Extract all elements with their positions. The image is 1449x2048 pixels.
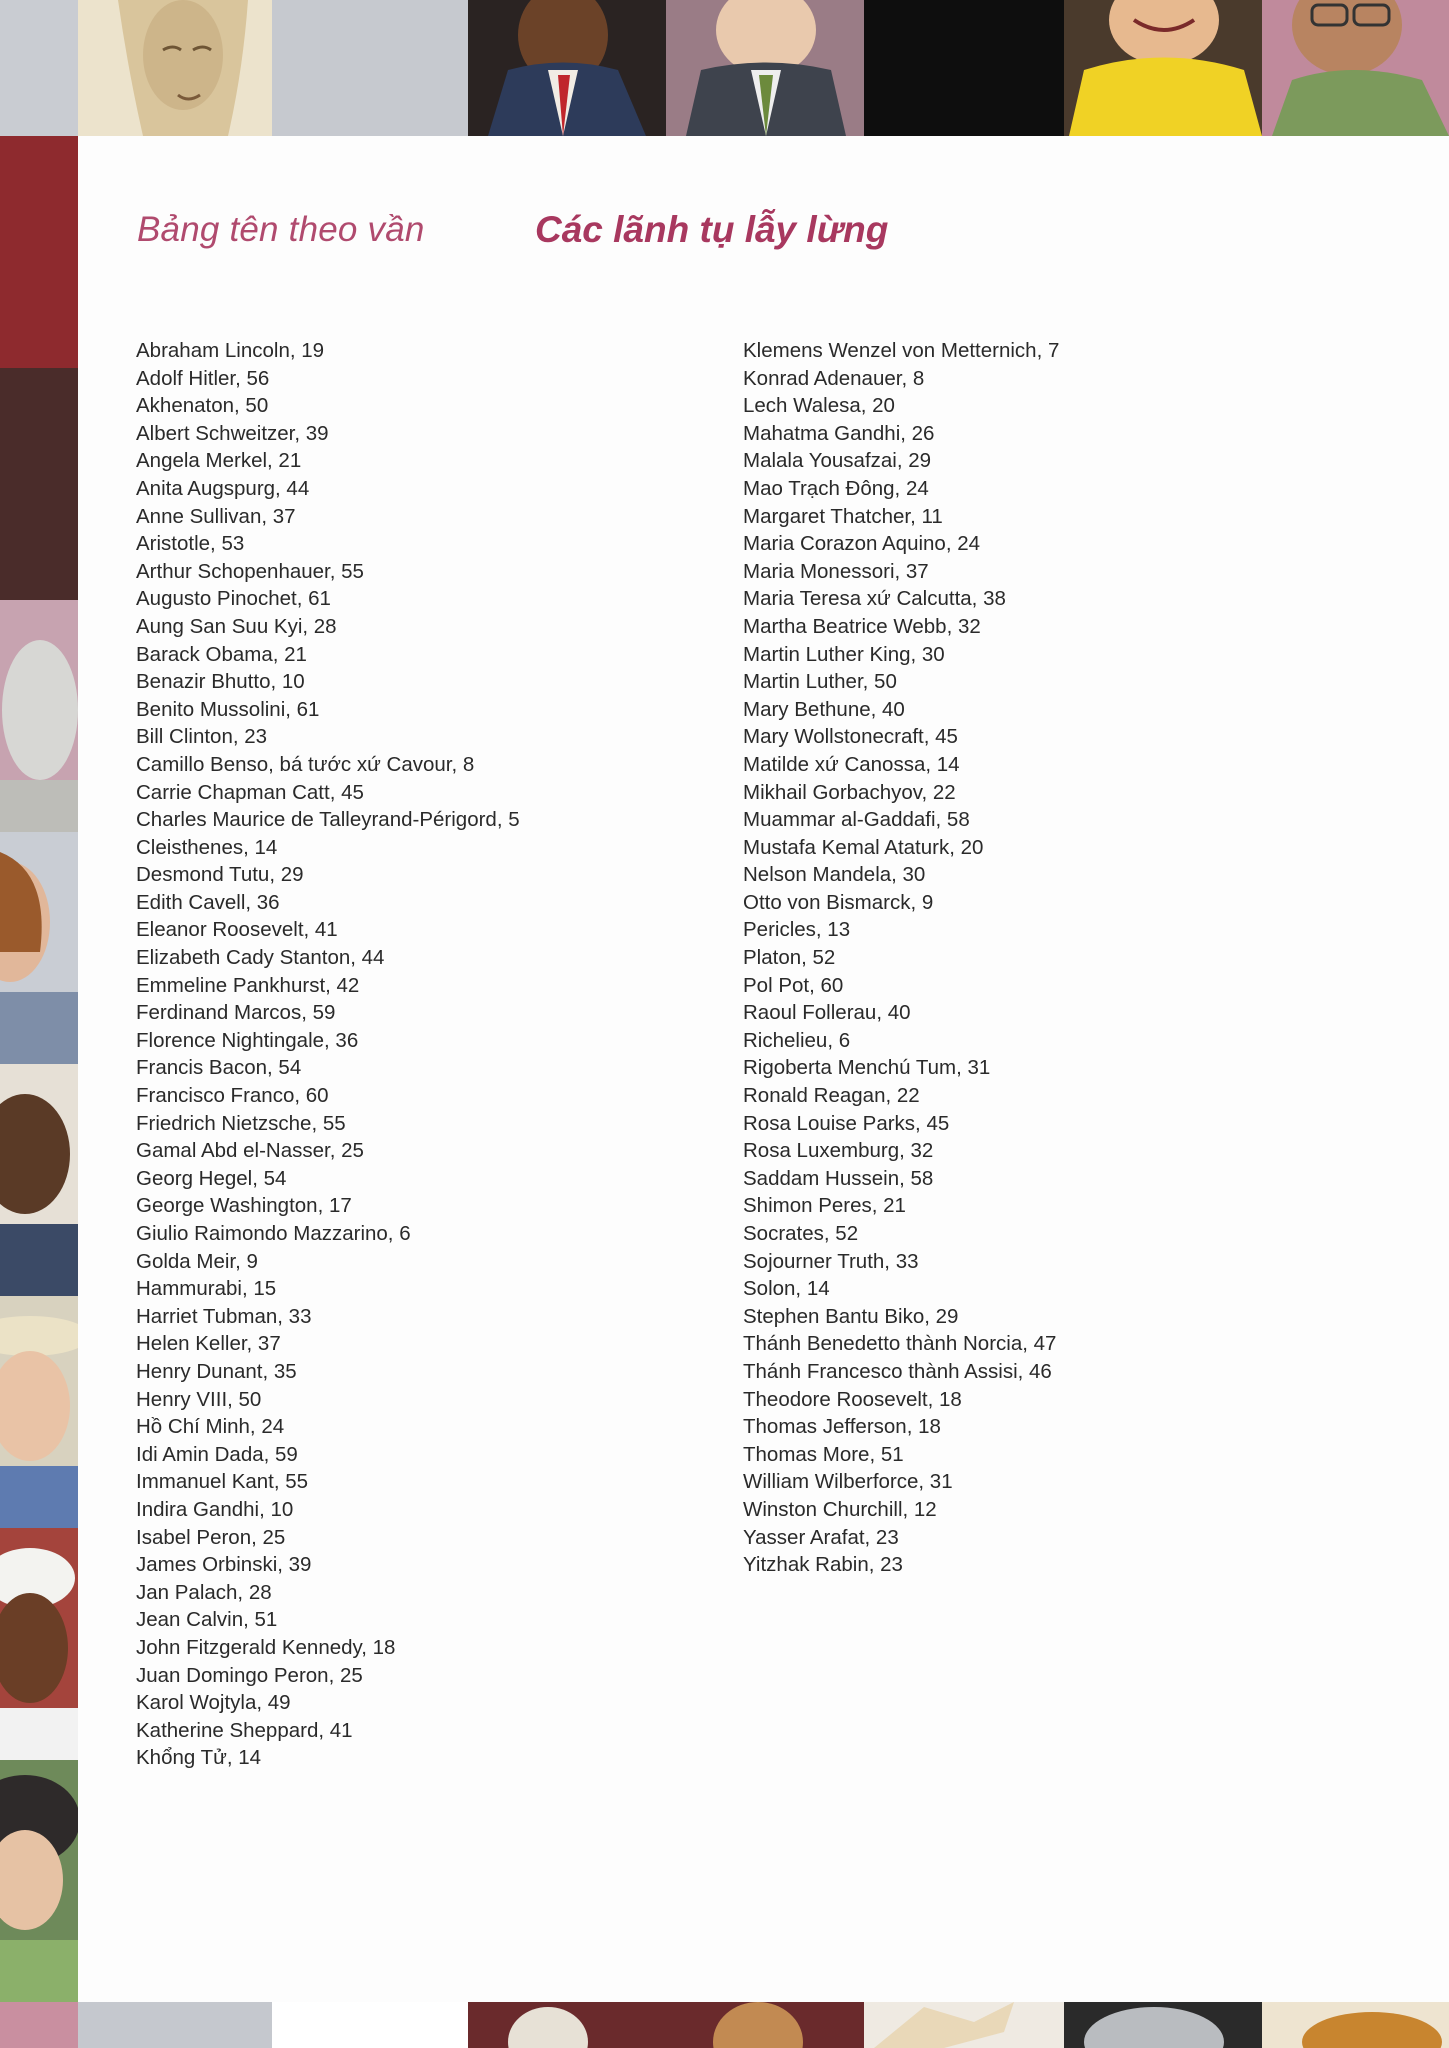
portrait-profile-woman (0, 832, 78, 1064)
portrait-tile (1064, 2002, 1262, 2048)
index-entry: Aung San Suu Kyi, 28 (136, 614, 337, 638)
index-entry: Anne Sullivan, 37 (136, 504, 296, 528)
index-entry: Abraham Lincoln, 19 (136, 339, 325, 362)
index-entry: Thánh Francesco thành Assisi, 46 (743, 1359, 1052, 1383)
index-entry: Eleanor Roosevelt, 41 (136, 918, 338, 942)
index-entry: Idi Amin Dada, 59 (136, 1442, 298, 1466)
index-entry: Muammar al-Gaddafi, 58 (743, 808, 970, 832)
index-entry: Maria Monessori, 37 (743, 559, 929, 583)
index-entry: John Fitzgerald Kennedy, 18 (136, 1635, 396, 1659)
index-entry: Richelieu, 6 (743, 1028, 851, 1052)
index-entry: Georg Hegel, 54 (136, 1166, 287, 1190)
portrait-parks (1262, 0, 1449, 136)
index-entry: Maria Corazon Aquino, 24 (743, 532, 981, 556)
index-entry: Barack Obama, 21 (136, 642, 307, 666)
index-entry: Pericles, 13 (743, 918, 851, 942)
index-entry: Raoul Follerau, 40 (743, 1001, 911, 1025)
index-entry: Jan Palach, 28 (136, 1580, 272, 1604)
index-entry: Giulio Raimondo Mazzarino, 6 (136, 1222, 411, 1245)
index-entry: Helen Keller, 37 (136, 1332, 281, 1356)
index-entry: Mikhail Gorbachyov, 22 (743, 780, 956, 804)
index-entry: Solon, 14 (743, 1277, 830, 1301)
top-portrait-strip (0, 0, 1449, 136)
bottom-portrait-strip (0, 2002, 1449, 2048)
index-entry: Rosa Luxemburg, 32 (743, 1139, 934, 1163)
index-entry: Benazir Bhutto, 10 (136, 670, 305, 694)
index-entry: Thomas More, 51 (743, 1442, 904, 1466)
index-entry: Akhenaton, 50 (136, 394, 269, 418)
portrait-obama (468, 0, 666, 136)
index-entry: Sojourner Truth, 33 (743, 1249, 919, 1273)
portrait-tile-gray (272, 0, 468, 136)
index-entry: Cleisthenes, 14 (136, 835, 278, 859)
index-entry: Thánh Benedetto thành Norcia, 47 (743, 1332, 1057, 1356)
index-entry: Francisco Franco, 60 (136, 1084, 329, 1108)
index-entry: Martha Beatrice Webb, 32 (743, 614, 981, 638)
index-entry: Adolf Hitler, 56 (136, 366, 270, 390)
index-entry: Shimon Peres, 21 (743, 1194, 906, 1218)
index-entry: George Washington, 17 (136, 1194, 352, 1218)
index-entry: Jean Calvin, 51 (136, 1608, 278, 1632)
book-title: Các lãnh tụ lẫy lừng (535, 209, 889, 250)
index-entry: Henry Dunant, 35 (136, 1359, 297, 1383)
index-entry: Saddam Hussein, 58 (743, 1166, 934, 1190)
index-entry: Rosa Louise Parks, 45 (743, 1111, 950, 1135)
portrait-curly-woman (0, 1760, 78, 2002)
index-entry: Thomas Jefferson, 18 (743, 1415, 941, 1439)
index-entry: Charles Maurice de Talleyrand-Périgord, 5 (136, 808, 520, 832)
index-entry: Arthur Schopenhauer, 55 (136, 559, 364, 583)
index-entry: Edith Cavell, 36 (136, 890, 280, 914)
index-entry: Immanuel Kant, 55 (136, 1470, 309, 1494)
portrait-socrates (0, 600, 78, 832)
index-entry: Katherine Sheppard, 41 (136, 1718, 353, 1742)
index-entry: Karol Wojtyla, 49 (136, 1691, 291, 1715)
index-entry: Elizabeth Cady Stanton, 44 (136, 946, 385, 970)
index-entry: Mahatma Gandhi, 26 (743, 421, 935, 445)
index-entry: Francis Bacon, 54 (136, 1056, 302, 1080)
index-entry: Matilde xứ Canossa, 14 (743, 752, 960, 776)
portrait-akhenaton (78, 0, 272, 136)
index-entry: Aristotle, 53 (136, 532, 245, 556)
portrait-hat-woman (0, 1296, 78, 1528)
index-entry: Anita Augspurg, 44 (136, 476, 310, 500)
index-entry: Augusto Pinochet, 61 (136, 587, 331, 611)
portrait-dark (864, 0, 1064, 136)
page-heading (137, 209, 889, 250)
portrait-clinton (666, 0, 864, 136)
index-entry: Camillo Benso, bá tước xứ Cavour, 8 (136, 752, 475, 776)
index-entry: Maria Teresa xứ Calcutta, 38 (743, 587, 1006, 611)
index-entry: Nelson Mandela, 30 (743, 863, 926, 887)
index-entry: Pol Pot, 60 (743, 973, 844, 997)
index-entry: Florence Nightingale, 36 (136, 1028, 359, 1052)
index-entry: Stephen Bantu Biko, 29 (743, 1304, 959, 1328)
left-portrait-strip (0, 136, 78, 2002)
index-entry: Angela Merkel, 21 (136, 449, 302, 473)
index-entry: Malala Yousafzai, 29 (743, 449, 932, 473)
index-entry: Ronald Reagan, 22 (743, 1084, 920, 1108)
index-entry: Margaret Thatcher, 11 (743, 504, 943, 528)
portrait-nurse (0, 1528, 78, 1760)
index-entry: Friedrich Nietzsche, 55 (136, 1111, 346, 1135)
index-entry: Emmeline Pankhurst, 42 (136, 973, 360, 997)
index-entry: Gamal Abd el-Nasser, 25 (136, 1139, 364, 1163)
index-entry: Hammurabi, 15 (136, 1277, 277, 1301)
index-entry: Mary Wollstonecraft, 45 (743, 725, 958, 749)
index-entry: Henry VIII, 50 (136, 1387, 262, 1411)
portrait-tile (1262, 2002, 1449, 2048)
index-entry: Yitzhak Rabin, 23 (743, 1553, 903, 1577)
index-entry: Mary Bethune, 40 (743, 697, 905, 721)
portrait-tile (468, 2002, 864, 2048)
index-column-left (136, 337, 520, 1772)
portrait-man-suit (0, 1064, 78, 1296)
index-entry: Indira Gandhi, 10 (136, 1497, 294, 1521)
index-entry: Hồ Chí Minh, 24 (136, 1415, 285, 1439)
index-entry: Benito Mussolini, 61 (136, 697, 320, 721)
index-entry: Otto von Bismarck, 9 (743, 890, 934, 914)
index-entry: Khổng Tử, 14 (136, 1746, 262, 1770)
index-entry: Mao Trạch Đông, 24 (743, 476, 929, 500)
index-entry: Carrie Chapman Catt, 45 (136, 780, 364, 804)
index-entry: Ferdinand Marcos, 59 (136, 1001, 336, 1025)
index-entry: Bill Clinton, 23 (136, 725, 268, 749)
index-entry: William Wilberforce, 31 (743, 1470, 953, 1494)
index-entry: Albert Schweitzer, 39 (136, 421, 329, 445)
index-entry: Juan Domingo Peron, 25 (136, 1663, 363, 1687)
portrait-quill (864, 2002, 1064, 2048)
index-entry: Lech Walesa, 20 (743, 394, 895, 418)
portrait-tile (0, 0, 78, 136)
index-column-right (743, 337, 1059, 1579)
index-entry: Desmond Tutu, 29 (136, 863, 304, 887)
portrait-tile (78, 2002, 272, 2048)
index-entry: Isabel Peron, 25 (136, 1525, 286, 1549)
index-entry: Martin Luther King, 30 (743, 642, 945, 666)
index-entry: Theodore Roosevelt, 18 (743, 1387, 962, 1411)
index-entry: Yasser Arafat, 23 (743, 1525, 899, 1549)
index-entry: Martin Luther, 50 (743, 670, 897, 694)
portrait-tile (0, 2002, 78, 2048)
index-entry: Golda Meir, 9 (136, 1249, 258, 1273)
portrait-tile-red (0, 136, 78, 368)
index-subtitle: Bảng tên theo vần (137, 210, 425, 249)
index-entry: Rigoberta Menchú Tum, 31 (743, 1056, 991, 1080)
index-entry: Konrad Adenauer, 8 (743, 366, 925, 390)
index-entry: Mustafa Kemal Ataturk, 20 (743, 835, 984, 859)
index-entry: James Orbinski, 39 (136, 1553, 312, 1577)
index-entry: Platon, 52 (743, 946, 836, 970)
index-entry: Socrates, 52 (743, 1222, 859, 1245)
index-entry: Harriet Tubman, 33 (136, 1304, 312, 1328)
portrait-aquino (1064, 0, 1262, 136)
index-entry: Winston Churchill, 12 (743, 1497, 937, 1521)
portrait-tile-dark (0, 368, 78, 600)
index-entry: Klemens Wenzel von Metternich, 7 (743, 339, 1060, 362)
